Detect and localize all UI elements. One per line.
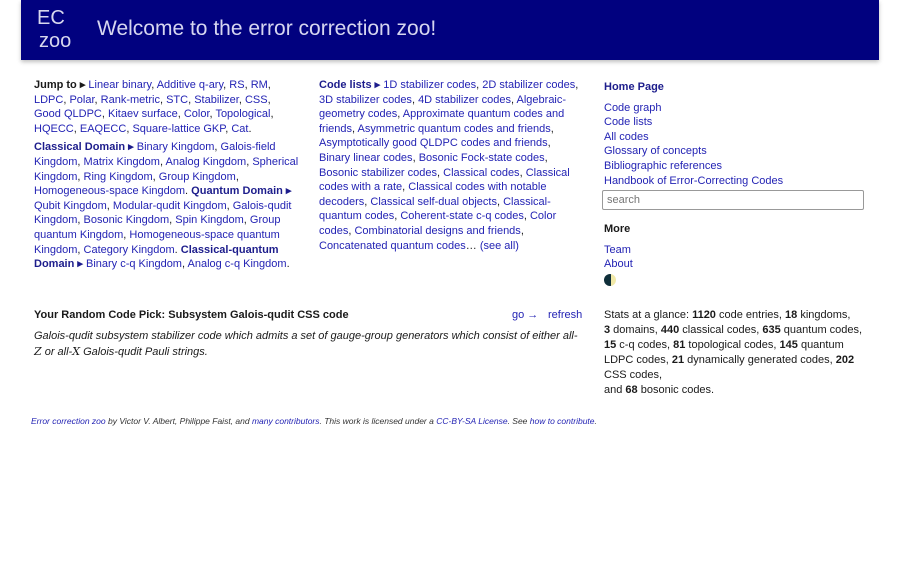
jump-link[interactable]: Color: [183, 108, 210, 121]
footer-see: . See: [507, 416, 530, 426]
quantum-kingdom-link[interactable]: Homogeneous-space quantum Kingdom: [34, 228, 280, 256]
separator: ,: [209, 108, 216, 121]
jump-link[interactable]: Rank-metric: [100, 93, 160, 106]
more-heading: More: [604, 223, 631, 236]
separator: ,: [77, 170, 84, 183]
desc-part-3: Galois-qudit Pauli strings.: [80, 346, 208, 358]
jump-link[interactable]: LDPC: [34, 93, 64, 106]
code-list-link[interactable]: 1D stabilizer codes: [383, 79, 477, 91]
code-list-link[interactable]: 3D stabilizer codes: [319, 93, 412, 106]
separator: ,: [126, 122, 133, 135]
jump-link[interactable]: Topological: [215, 108, 271, 121]
stat-classical-label: classical codes,: [679, 324, 763, 336]
separator: ,: [181, 258, 188, 271]
separator: .: [185, 185, 192, 198]
stat-domains-label: domains,: [610, 324, 661, 336]
sidebar: [604, 80, 869, 291]
page-title: Welcome to the error correction zoo!: [97, 17, 437, 40]
random-code-pick: [34, 308, 584, 360]
separator: ,: [77, 243, 84, 256]
quantum-kingdom-link[interactable]: Qubit Kingdom: [34, 199, 107, 212]
separator: ,: [519, 166, 526, 179]
separator: .: [174, 243, 181, 256]
stat-quantum-label: quantum codes,: [780, 324, 863, 336]
quantum-kingdom-link[interactable]: Group quantum Kingdom: [34, 214, 281, 241]
search-input[interactable]: [602, 190, 864, 210]
code-list-link[interactable]: Concatenated quantum codes: [319, 239, 466, 252]
code-list-link[interactable]: Binary linear codes: [319, 151, 413, 164]
separator: .: [248, 122, 252, 135]
separator: ,: [394, 210, 401, 223]
jump-link[interactable]: STC: [166, 93, 189, 106]
separator: ,: [244, 79, 251, 91]
random-pick-title: Your Random Code Pick: Subsystem Galois-qudit CSS code: [34, 309, 349, 321]
separator: ,: [412, 151, 419, 164]
jump-link[interactable]: CSS: [244, 93, 268, 106]
separator: ,: [402, 181, 409, 194]
stats-at-a-glance: [604, 308, 874, 398]
separator: ,: [214, 141, 221, 154]
jump-link[interactable]: RS: [229, 79, 245, 91]
refresh-link[interactable]: refresh: [548, 309, 583, 321]
stat-kingdoms: 18: [785, 309, 798, 321]
footer-license-link[interactable]: CC-BY-SA License: [436, 416, 508, 426]
quantum-kingdom-link[interactable]: Category Kingdom: [83, 243, 175, 256]
separator: ,: [544, 151, 548, 164]
separator: ,: [352, 122, 358, 135]
separator: ,: [235, 170, 239, 183]
jump-link[interactable]: HQECC: [34, 122, 74, 135]
jump-link[interactable]: Polar: [69, 93, 95, 106]
code-list-links: [319, 79, 578, 252]
separator: ,: [225, 122, 232, 135]
code-lists-column: [319, 78, 584, 253]
footer-license-text: . This work is licensed under a: [319, 416, 437, 426]
quantum-domain-link[interactable]: Quantum Domain ▸: [191, 185, 292, 198]
stat-ldpc-label: quantum LDPC codes,: [604, 339, 844, 366]
separator: ,: [77, 214, 84, 227]
separator: ,: [496, 195, 504, 208]
sidebar-item-handbook[interactable]: Handbook of Error-Correcting Codes: [604, 174, 784, 187]
footer-zoo-link[interactable]: Error correction zoo: [31, 416, 106, 426]
code-list-link[interactable]: Bosonic stabilizer codes: [319, 166, 438, 179]
cq-kingdom-link[interactable]: Binary c-q Kingdom: [85, 258, 182, 271]
stat-ldpc: 145: [779, 339, 798, 351]
separator: ,: [238, 93, 245, 106]
sidebar-item-references[interactable]: Bibliographic references: [604, 159, 723, 172]
stat-topological: 81: [673, 339, 686, 351]
separator: ,: [511, 93, 517, 106]
logo-ec: EC: [37, 7, 65, 29]
stat-cq-label: c-q codes,: [616, 339, 674, 351]
jump-to-label: Jump to ▸: [34, 79, 86, 91]
classical-kingdom-link[interactable]: Homogeneous-space Kingdom: [34, 185, 186, 198]
site-header: [21, 0, 879, 60]
stat-classical: 440: [660, 324, 680, 336]
stat-dynamic: 21: [671, 354, 685, 366]
footer-end: .: [594, 416, 597, 426]
home-page-link[interactable]: Home Page: [604, 81, 664, 93]
code-lists-ellipsis: …: [465, 239, 477, 252]
stat-css-label: CSS codes,: [604, 369, 663, 381]
code-list-link[interactable]: Classical codes with a rate: [319, 166, 570, 194]
separator: .: [286, 258, 290, 271]
jump-link[interactable]: RM: [250, 79, 268, 91]
separator: ,: [188, 93, 195, 106]
classical-kingdom-link[interactable]: Ring Kingdom: [83, 170, 153, 183]
logo-zoo: zoo: [39, 30, 72, 52]
sidebar-item-all-codes[interactable]: All codes: [604, 130, 649, 143]
jump-link[interactable]: Kitaev surface: [108, 108, 178, 121]
quantum-kingdom-link[interactable]: Modular-qudit Kingdom: [112, 199, 227, 212]
footer-by: by Victor V. Albert, Philippe Faist, and: [105, 416, 252, 426]
random-pick-description: [34, 329, 584, 360]
classical-kingdom-link[interactable]: Group Kingdom: [158, 170, 236, 183]
separator: ,: [73, 122, 80, 135]
separator: ,: [223, 79, 230, 91]
code-list-link[interactable]: Color codes: [319, 210, 557, 237]
code-list-link[interactable]: Classical codes with notable decoders: [319, 181, 547, 208]
separator: ,: [523, 210, 530, 223]
stats-and: and: [604, 384, 626, 396]
symbol-z: Z: [34, 345, 42, 358]
classical-kingdom-link[interactable]: Binary Kingdom: [136, 141, 215, 154]
code-list-link[interactable]: Classical self-dual objects: [370, 195, 497, 208]
sidebar-item-glossary[interactable]: Glossary of concepts: [604, 145, 707, 158]
classical-kingdom-link[interactable]: Galois-field Kingdom: [34, 141, 276, 168]
stat-css: 202: [835, 354, 855, 366]
stat-kingdoms-label: kingdoms,: [797, 309, 851, 321]
stat-dynamic-label: dynamically generated codes,: [684, 354, 836, 366]
stats-prefix: Stats at a glance:: [604, 309, 693, 321]
separator: ,: [267, 79, 271, 91]
separator: ,: [169, 214, 176, 227]
code-list-link[interactable]: Asymmetric quantum codes and friends: [357, 122, 551, 135]
stat-domains: 3: [604, 324, 611, 336]
classical-kingdom-link[interactable]: Analog Kingdom: [165, 155, 247, 168]
separator: ,: [348, 224, 355, 237]
code-list-link[interactable]: Classical codes: [443, 166, 520, 179]
separator: ,: [246, 155, 253, 168]
separator: ,: [77, 155, 84, 168]
separator: ,: [243, 214, 250, 227]
desc-part-2: or all-: [41, 346, 73, 358]
sidebar-item-about[interactable]: About: [604, 258, 633, 271]
separator: ,: [547, 137, 551, 150]
cq-kingdom-links: [86, 258, 290, 270]
code-list-link[interactable]: Classical-quantum codes: [319, 195, 551, 223]
cq-domain-link[interactable]: Classical-quantum Domain ▸: [34, 243, 279, 271]
stat-entries-label: code entries,: [715, 309, 786, 321]
domain-column: [34, 78, 299, 276]
stat-topological-label: topological codes,: [685, 339, 780, 351]
jump-link[interactable]: Square-lattice GKP: [132, 122, 226, 135]
separator: ,: [94, 93, 101, 106]
jump-link[interactable]: Linear binary: [88, 79, 152, 91]
code-list-link[interactable]: Bosonic Fock-state codes: [418, 151, 545, 164]
jump-link[interactable]: Good QLDPC: [34, 108, 102, 121]
separator: ,: [437, 166, 444, 179]
separator: ,: [63, 93, 70, 106]
separator: ,: [397, 108, 403, 121]
code-list-link[interactable]: Coherent-state c-q codes: [400, 210, 524, 223]
domains-section: [34, 140, 299, 271]
classical-kingdom-link[interactable]: Spherical Kingdom: [34, 155, 299, 183]
jump-link[interactable]: Additive q-ary: [156, 79, 224, 91]
jump-to-section: [34, 78, 299, 136]
separator: ,: [364, 195, 371, 208]
separator: ,: [159, 93, 167, 106]
separator: ,: [411, 93, 419, 106]
separator: ,: [550, 122, 554, 135]
quantum-kingdom-link[interactable]: Galois-qudit Kingdom: [34, 199, 292, 227]
separator: ,: [270, 108, 274, 121]
jump-link[interactable]: Cat: [231, 122, 249, 135]
cq-kingdom-link[interactable]: Analog c-q Kingdom: [187, 258, 287, 271]
separator: ,: [123, 228, 130, 241]
sidebar-item-code-graph[interactable]: Code graph: [604, 101, 662, 114]
go-link[interactable]: go →: [512, 309, 539, 321]
code-lists-heading-link[interactable]: Code lists ▸: [319, 79, 381, 91]
classical-domain-link[interactable]: Classical Domain ▸: [34, 141, 134, 154]
jump-link[interactable]: Stabilizer: [194, 93, 239, 106]
sidebar-item-team[interactable]: Team: [604, 243, 631, 256]
stat-entries: 1120: [692, 309, 716, 321]
footer-contribute-link[interactable]: how to contribute: [529, 416, 595, 426]
stat-bosonic-label: bosonic codes.: [637, 384, 715, 396]
separator: ,: [152, 170, 159, 183]
stat-cq: 15: [604, 339, 617, 351]
stat-quantum: 635: [762, 324, 781, 336]
footer-contributors-link[interactable]: many contributors: [251, 416, 320, 426]
sidebar-item-code-lists[interactable]: Code lists: [604, 116, 653, 129]
separator: ,: [476, 79, 483, 91]
stat-bosonic: 68: [625, 384, 638, 396]
footer: [31, 416, 597, 426]
desc-part-1: Galois-qudit subsystem stabilizer code which admits a set of gauge-group generators which consist of either all-: [34, 330, 578, 342]
separator: ,: [106, 199, 113, 212]
code-list-link[interactable]: Combinatorial designs and friends: [354, 224, 521, 237]
code-list-link[interactable]: Asymptotically good QLDPC codes and friends: [319, 137, 548, 150]
see-all-link[interactable]: (see all): [479, 239, 519, 252]
separator: ,: [520, 224, 524, 237]
separator: ,: [151, 79, 157, 91]
separator: ,: [177, 108, 184, 121]
jump-link[interactable]: EAQECC: [79, 122, 127, 135]
code-list-link[interactable]: Approximate quantum codes and friends: [319, 108, 565, 135]
separator: ,: [159, 155, 166, 168]
quantum-kingdom-link[interactable]: Spin Kingdom: [175, 214, 244, 227]
separator: ,: [267, 93, 271, 106]
separator: ,: [575, 79, 579, 91]
classical-kingdom-link[interactable]: Matrix Kingdom: [83, 155, 160, 168]
code-list-link[interactable]: Algebraic-geometry codes: [319, 93, 567, 121]
code-list-link[interactable]: 4D stabilizer codes: [418, 93, 511, 106]
code-list-link[interactable]: 2D stabilizer codes: [482, 79, 576, 91]
eczoo-logo[interactable]: [35, 8, 83, 54]
symbol-x: X: [72, 345, 81, 358]
separator: ,: [226, 199, 233, 212]
dark-mode-toggle-icon[interactable]: [604, 274, 616, 286]
separator: ,: [101, 108, 108, 121]
quantum-kingdom-link[interactable]: Bosonic Kingdom: [83, 214, 170, 227]
